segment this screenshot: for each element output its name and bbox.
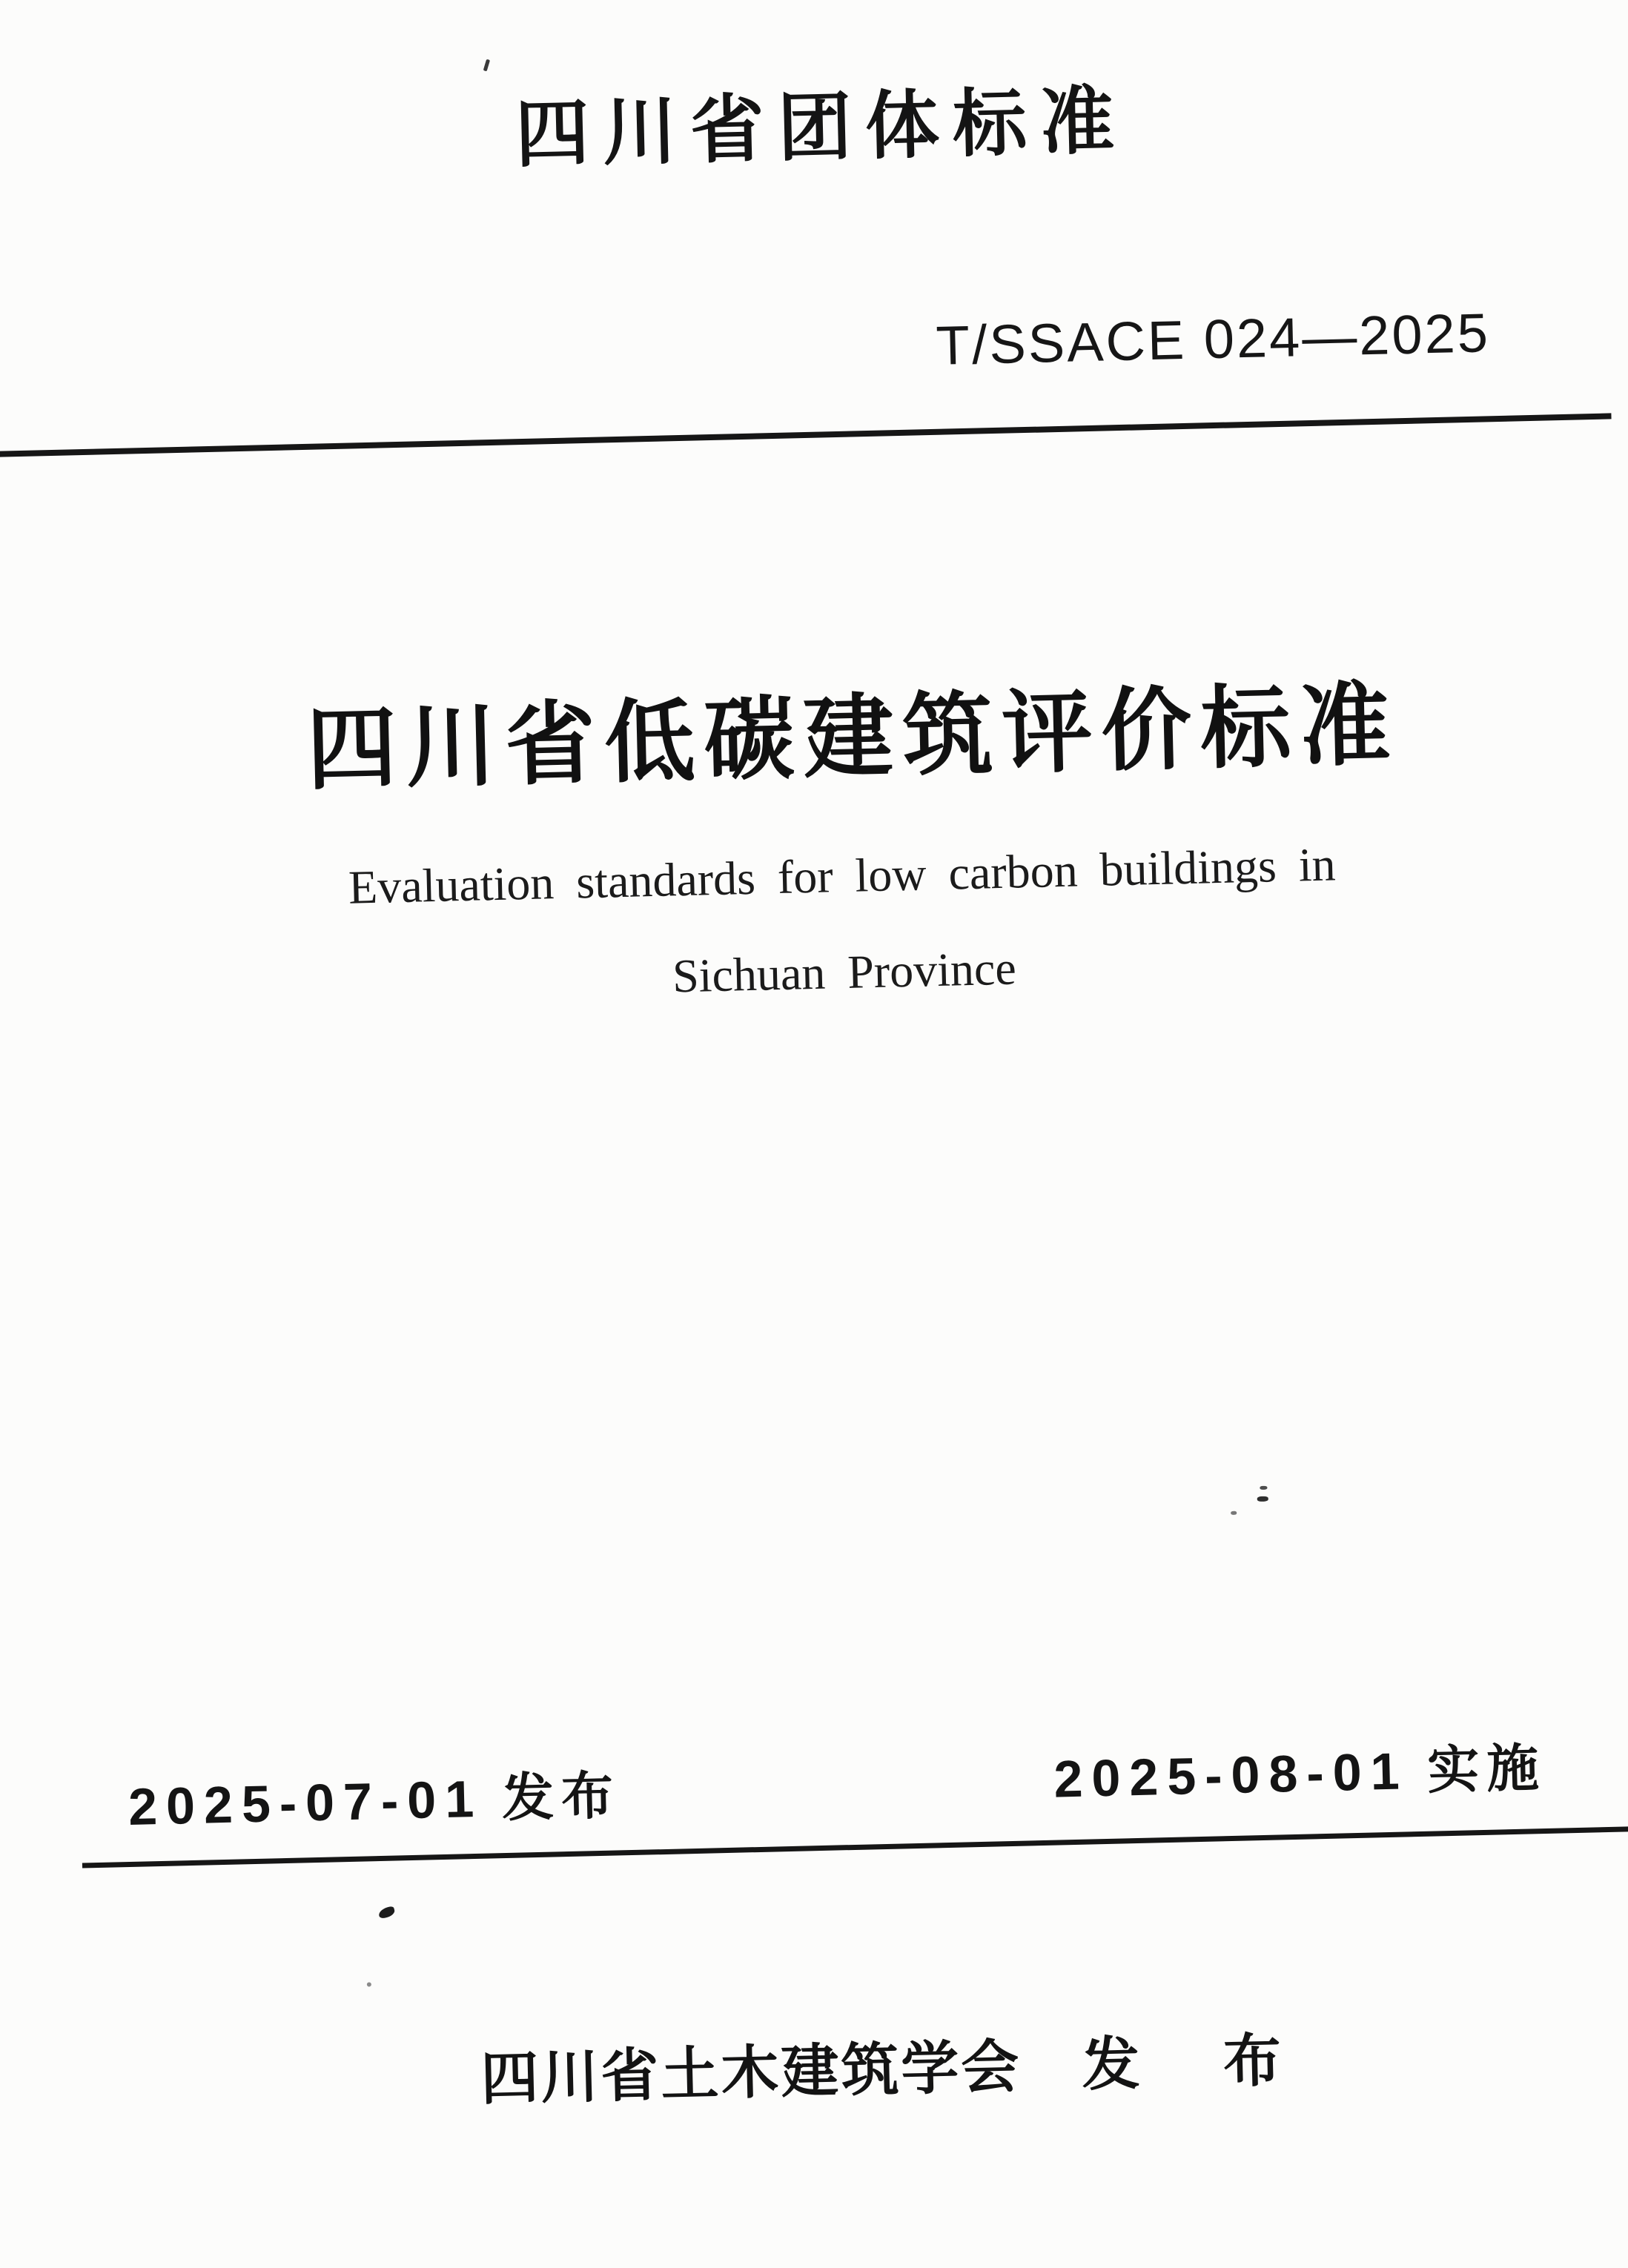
header-divider-rule — [0, 413, 1612, 457]
publisher-name: 四川省土木建筑学会 — [480, 2033, 1022, 2112]
scan-speck — [483, 59, 490, 72]
implementation-date-label: 实施 — [1426, 1738, 1547, 1800]
standard-category-title: 四川省团体标准 — [514, 79, 1129, 177]
scan-speck — [377, 1906, 396, 1919]
scan-speck — [1231, 1511, 1237, 1515]
scan-speck — [1260, 1486, 1267, 1490]
document-title-english-line1: Evaluation standards for low carbon buildings in — [348, 838, 1337, 914]
issue-date-line — [128, 1754, 621, 1840]
document-title-english — [27, 809, 1628, 1040]
implementation-date-line — [1053, 1726, 1546, 1813]
document-title-english-line2: Sichuan Province — [672, 941, 1017, 1003]
issue-date-value: 2025-07-01 — [128, 1769, 484, 1837]
publisher-line — [67, 2004, 1628, 2126]
dates-row — [15, 1724, 1628, 1837]
implementation-date-value: 2025-08-01 — [1053, 1742, 1409, 1808]
scan-speck — [1257, 1496, 1268, 1502]
standard-number: T/SSACE 024—2025 — [935, 302, 1491, 377]
issue-date-label: 发布 — [501, 1766, 621, 1828]
document-title-chinese: 四川省低碳建筑评价标准 — [305, 674, 1400, 800]
publish-action-label: 发 布 — [1081, 2027, 1284, 2098]
scan-speck — [367, 1982, 371, 1986]
